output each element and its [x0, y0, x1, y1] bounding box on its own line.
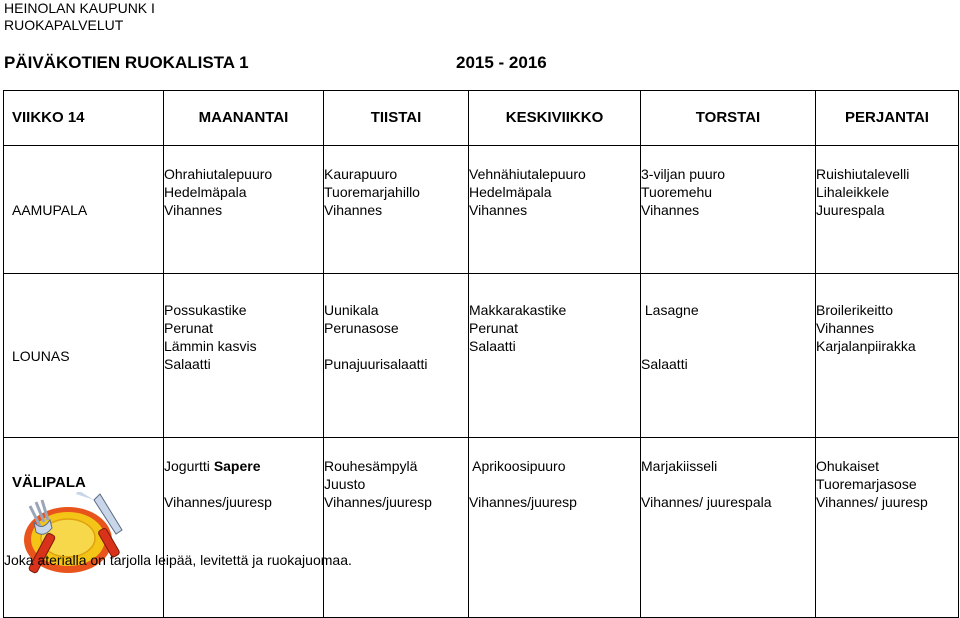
- menu-item: Vihannes: [164, 202, 223, 218]
- menu-item: Ohukaiset: [816, 458, 880, 474]
- menu-item: Karjalanpiirakka: [816, 338, 916, 354]
- menu-item: Vihannes/juuresp: [469, 494, 577, 510]
- menu-item: Vihannes/juuresp: [164, 494, 272, 510]
- school-year: 2015 - 2016: [456, 53, 547, 72]
- lunch-thursday: [641, 274, 816, 438]
- menu-item: Ohrahiutalepuuro: [164, 166, 273, 182]
- menu-item: Punajuurisalaatti: [324, 356, 428, 372]
- menu-item: Possukastike: [164, 302, 247, 318]
- menu-item: Vihannes: [324, 202, 383, 218]
- menu-item: Vihannes/ juuresp: [816, 494, 928, 510]
- breakfast-thursday: [641, 146, 816, 274]
- menu-item: Vihannes: [641, 202, 700, 218]
- menu-item: [816, 355, 958, 373]
- menu-item: [469, 475, 640, 493]
- menu-item: [164, 475, 323, 493]
- day-wednesday: KESKIVIIKKO: [469, 91, 641, 146]
- day-tuesday: TIISTAI: [324, 91, 469, 146]
- menu-item: [164, 457, 323, 475]
- menu-item: Lämmin kasvis: [164, 338, 257, 354]
- organization-name: HEINOLAN KAUPUNK I: [4, 0, 155, 16]
- menu-item: Tuoremarjasose: [816, 476, 917, 492]
- menu-item: Rouhesämpylä: [324, 458, 418, 474]
- menu-item: Kaurapuuro: [324, 166, 398, 182]
- breakfast-wednesday: [469, 146, 641, 274]
- snack-wednesday: [469, 438, 641, 618]
- day-monday: MAANANTAI: [164, 91, 324, 146]
- menu-item: Aprikoosipuuro: [469, 458, 566, 474]
- menu-item: Perunat: [469, 320, 519, 336]
- menu-item: [324, 337, 468, 355]
- menu-item: Salaatti: [469, 338, 516, 354]
- table-row: [4, 146, 959, 274]
- menu-item: Salaatti: [641, 356, 688, 372]
- menu-item: Vihannes: [469, 202, 528, 218]
- lunch-friday: [816, 274, 959, 438]
- menu-item: Marjakiisseli: [641, 458, 718, 474]
- weekly-menu-table: [3, 90, 959, 618]
- table-row: [4, 274, 959, 438]
- menu-item-text: Jogurtti: [164, 458, 210, 474]
- menu-item: Perunasose: [324, 320, 399, 336]
- menu-item: [641, 319, 815, 337]
- menu-item: [469, 355, 640, 373]
- menu-item: Makkarakastike: [469, 302, 567, 318]
- day-thursday: TORSTAI: [641, 91, 816, 146]
- menu-title: PÄIVÄKOTIEN RUOKALISTA 1: [4, 53, 249, 72]
- menu-item: Tuoremarjahillo: [324, 184, 420, 200]
- menu-item: 3-viljan puuro: [641, 166, 726, 182]
- menu-item: Uunikala: [324, 302, 379, 318]
- menu-item: Lasagne: [641, 302, 699, 318]
- snack-friday: [816, 438, 959, 618]
- row-label-snack: VÄLIPALA: [12, 474, 86, 491]
- menu-item: Vihannes: [816, 320, 875, 336]
- menu-item: [641, 337, 815, 355]
- row-label-lunch: LOUNAS: [4, 274, 164, 438]
- menu-item: Hedelmäpala: [469, 184, 552, 200]
- snack-tuesday: [324, 438, 469, 618]
- menu-item: Broilerikeitto: [816, 302, 894, 318]
- menu-item: Juurespala: [816, 202, 885, 218]
- menu-item: Vihannes/ juurespala: [641, 494, 772, 510]
- department-name: RUOKAPALVELUT: [4, 17, 124, 33]
- menu-item: Hedelmäpala: [164, 184, 247, 200]
- sapere-label: Sapere: [213, 458, 261, 474]
- table-header-row: [4, 91, 959, 146]
- snack-monday: [164, 438, 324, 618]
- lunch-tuesday: [324, 274, 469, 438]
- menu-item: Tuoremehu: [641, 184, 713, 200]
- week-label: VIIKKO 14: [4, 91, 164, 146]
- footer-note: Joka aterialla on tarjolla leipää, levitettä ja ruokajuomaa.: [4, 552, 352, 568]
- table-row: [4, 438, 959, 618]
- breakfast-monday: [164, 146, 324, 274]
- day-friday: PERJANTAI: [816, 91, 959, 146]
- menu-item: Vihannes/juuresp: [324, 494, 432, 510]
- menu-item: Lihaleikkele: [816, 184, 890, 200]
- breakfast-tuesday: [324, 146, 469, 274]
- menu-item: Vehnähiutalepuuro: [469, 166, 586, 182]
- lunch-monday: [164, 274, 324, 438]
- menu-item: Salaatti: [164, 356, 211, 372]
- menu-item: Juusto: [324, 476, 366, 492]
- menu-item: [641, 475, 815, 493]
- row-label-breakfast: AAMUPALA: [4, 146, 164, 274]
- breakfast-friday: [816, 146, 959, 274]
- lunch-wednesday: [469, 274, 641, 438]
- menu-item: Ruishiutalevelli: [816, 166, 910, 182]
- snack-thursday: [641, 438, 816, 618]
- row-label-snack-cell: [4, 438, 164, 618]
- menu-item: Perunat: [164, 320, 214, 336]
